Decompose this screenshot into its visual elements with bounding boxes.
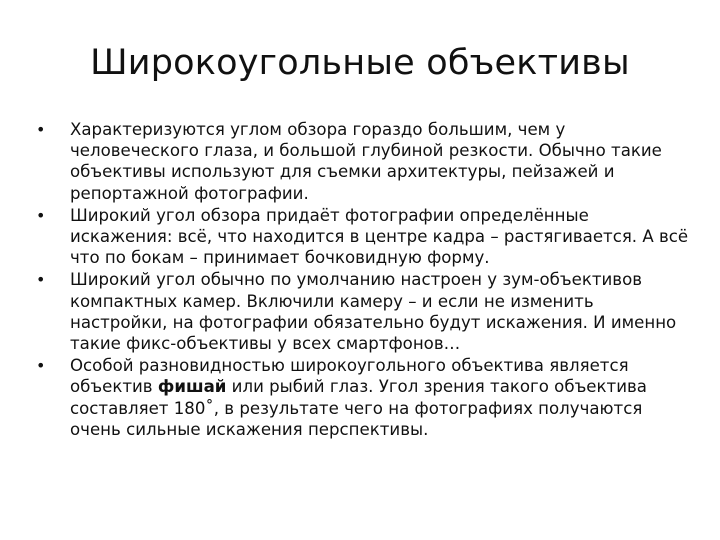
bullet-text: Характеризуются углом обзора гораздо большим, чем у человеческого глаза, и большой глубиной резкости. Обычно такие объективы используют для съемки архитектуры, пейзажей и репортажной фотографии. — [70, 120, 662, 203]
slide-title: Широкоугольные объективы — [90, 43, 630, 83]
bullet-text-part: или рыбий глаз. Угол зрения такого объектива составляет 180˚, в результате чего на фотографиях получаются очень сильные искажения перспективы. — [70, 377, 647, 439]
bullet-icon: • — [36, 270, 46, 290]
bullet-icon: • — [36, 120, 46, 139]
bullet-text — [70, 356, 647, 439]
bullet-item-2 — [36, 205, 691, 269]
emphasized-term: фишай — [157, 377, 227, 397]
bullet-list — [36, 119, 691, 441]
bullet-icon: • — [36, 356, 46, 376]
bullet-text: Широкий угол обзора придаёт фотографии определённые искажения: всё, что находится в центре кадра – растягивается. А всё что по бокам – принимает бочковидную форму. — [70, 205, 689, 268]
bullet-item-1 — [36, 119, 691, 204]
bullet-icon: • — [36, 205, 46, 225]
bullet-item-3 — [36, 269, 691, 354]
bullet-text-part: Особой разновидностью широкоугольного объектива является объектив — [70, 356, 629, 397]
bullet-item-4 — [36, 355, 691, 440]
bullet-text: Широкий угол обычно по умолчанию настроен у зум-объективов компактных камер. Включили камеру – и если не изменить настройки, на фотографии обязательно будут искажения. И именно такие фикс-объективы у всех смартфонов… — [70, 270, 677, 354]
